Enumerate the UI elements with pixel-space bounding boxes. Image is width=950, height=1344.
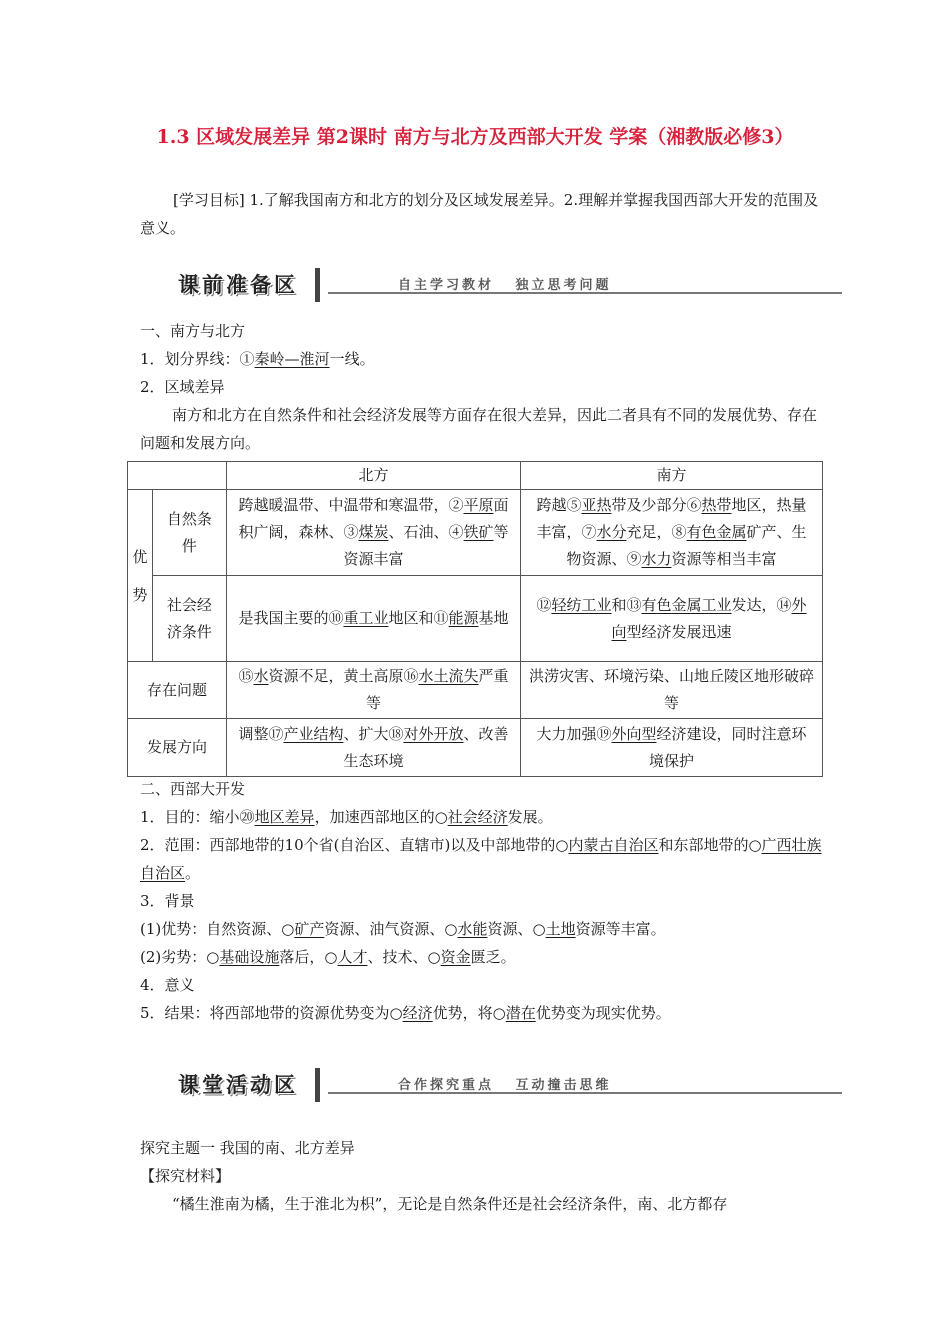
section-banner-prep	[168, 268, 842, 302]
banner-slogan: 自主学习教材 独立思考问题	[398, 278, 612, 293]
col-south: 南方	[521, 462, 823, 490]
sec2-background: 3．背景	[140, 892, 195, 910]
sec2-result: 5．结果：将西部地带的资源优势变为○经济优势，将○潜在优势变为现实优势。	[140, 1004, 671, 1022]
north-problem: ⑮水资源不足，黄土高原⑯水土流失严重等	[227, 662, 521, 719]
north-natural: 跨越暖温带、中温带和寒温带，②平原面积广阔，森林、③煤炭、石油、④铁矿等资源丰富	[227, 490, 521, 576]
sec2-significance: 4．意义	[140, 976, 195, 994]
section-banner-class	[168, 1068, 842, 1102]
row-natural: 自然条件	[152, 490, 226, 576]
north-south-table	[127, 461, 823, 777]
sec1-intro: 南方和北方在自然条件和社会经济发展等方面存在很大差异，因此二者具有不同的发展优势、存在问题和发展方向。	[140, 406, 818, 452]
explore-quote: “橘生淮南为橘，生于淮北为枳”，无论是自然条件还是社会经济条件，南、北方都存	[172, 1195, 728, 1213]
sec2-purpose: 1．目的：缩小⑳地区差异，加速西部地区的○社会经济发展。	[140, 808, 553, 826]
sec1-item2: 2．区域差异	[140, 378, 225, 396]
south-social: ⑫轻纺工业和⑬有色金属工业发达，⑭外向型经济发展迅速	[521, 576, 823, 662]
row-social: 社会经济条件	[152, 576, 226, 662]
document-title: 1.3 区域发展差异 第2课时 南方与北方及西部大开发 学案（湘教版必修3）	[156, 126, 794, 148]
col-north: 北方	[227, 462, 521, 490]
south-problem: 洪涝灾害、环境污染、山地丘陵区地形破碎等	[521, 662, 823, 719]
banner-slogan: 合作探究重点 互动撞击思维	[398, 1078, 612, 1093]
north-direction: 调整⑰产业结构、扩大⑱对外开放、改善生态环境	[227, 719, 521, 777]
corner-cell	[128, 462, 227, 490]
row-problem: 存在问题	[128, 662, 227, 719]
sec1-heading: 一、南方与北方	[140, 322, 246, 340]
sec2-scope: 2．范围：西部地带的10个省(自治区、直辖市)以及中部地带的○内蒙古自治区和东部地带的○广西壮族自治区。	[140, 836, 822, 882]
explore-material: 【探究材料】	[140, 1167, 231, 1185]
sec2-disadvantage: (2)劣势：○基础设施落后，○人才、技术、○资金匮乏。	[140, 948, 516, 966]
learning-goals: [学习目标] 1.了解我国南方和北方的划分及区域发展差异。2.理解并掌握我国西部大开发的范围及意义。	[140, 191, 819, 237]
north-social: 是我国主要的⑩重工业地区和⑪能源基地	[227, 576, 521, 662]
sec2-heading: 二、西部大开发	[140, 780, 246, 798]
row-direction: 发展方向	[128, 719, 227, 777]
sec1-item1: 1．划分界线：①秦岭—淮河一线。	[140, 350, 375, 368]
south-direction: 大力加强⑲外向型经济建设，同时注意环境保护	[521, 719, 823, 777]
banner-tag: 课堂活动区	[168, 1068, 320, 1102]
row-advantage: 优势	[128, 490, 153, 662]
south-natural: 跨越⑤亚热带及少部分⑥热带地区，热量丰富，⑦水分充足，⑧有色金属矿产、生物资源、⑨水力资源等相当丰富	[521, 490, 823, 576]
banner-tag: 课前准备区	[168, 268, 320, 302]
explore-topic: 探究主题一 我国的南、北方差异	[140, 1139, 355, 1157]
sec2-advantage: (1)优势：自然资源、○矿产资源、油气资源、○水能资源、○土地资源等丰富。	[140, 920, 666, 938]
